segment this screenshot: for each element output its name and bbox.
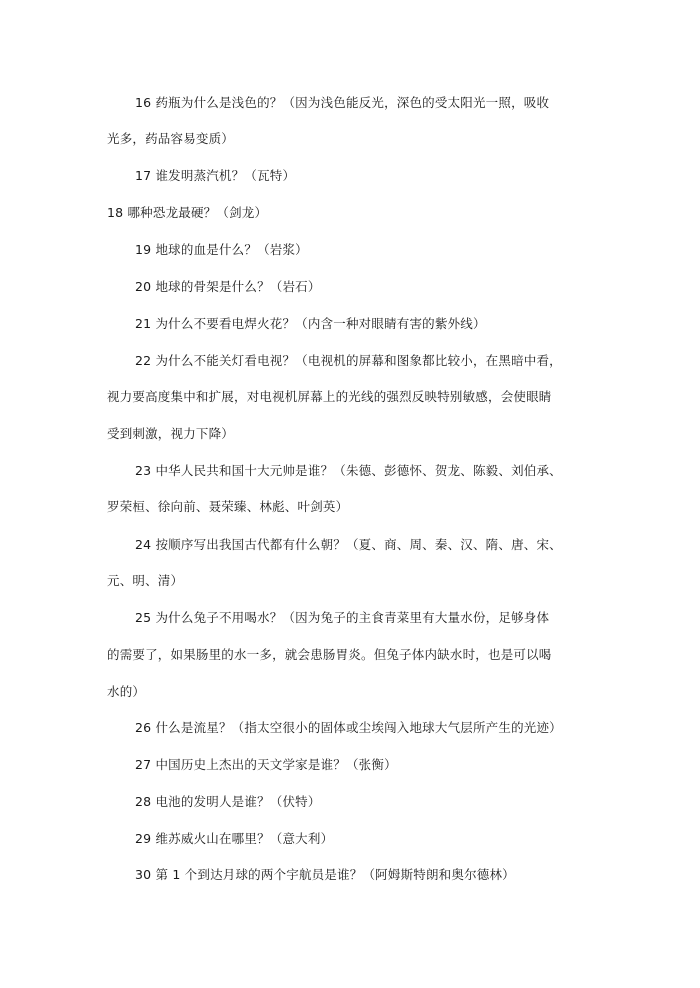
question-25-line-2: 的需要了，如果肠里的水一多，就会患肠胃炎。但兔子体内缺水时，也是可以喝 [107,647,552,662]
question-25-line-3: 水的） [107,684,146,699]
question-27: 27 中国历史上杰出的天文学家是谁？（张衡） [135,757,397,772]
question-25-line-1: 25 为什么兔子不用喝水？（因为兔子的主食青菜里有大量水份，足够身体 [135,610,550,625]
question-29: 29 维苏威火山在哪里？（意大利） [135,831,334,846]
question-21: 21 为什么不要看电焊火花？（内含一种对眼睛有害的紫外线） [135,316,486,331]
question-22-line-3: 受到刺激，视力下降） [107,426,235,441]
question-22-line-2: 视力要高度集中和扩展，对电视机屏幕上的光线的强烈反映特别敏感，会使眼睛 [107,389,552,404]
question-22-line-1: 22 为什么不能关灯看电视？（电视机的屏幕和图象都比较小，在黑暗中看， [135,353,562,368]
question-24-line-1: 24 按顺序写出我国古代都有什么朝？（夏、商、周、秦、汉、隋、唐、宋、 [135,537,562,552]
question-30: 30 第 1 个到达月球的两个宇航员是谁？（阿姆斯特朗和奥尔德林） [135,867,515,882]
question-26: 26 什么是流星？（指太空很小的固体或尘埃闯入地球大气层所产生的光迹） [135,720,562,735]
question-19: 19 地球的血是什么？（岩浆） [135,242,308,257]
question-23-line-1: 23 中华人民共和国十大元帅是谁？（朱德、彭德怀、贺龙、陈毅、刘伯承、 [135,463,562,478]
question-18: 18 哪种恐龙最硬？（剑龙） [107,205,268,220]
question-24-line-2: 元、明、清） [107,573,184,588]
question-23-line-2: 罗荣桓、徐向前、聂荣臻、林彪、叶剑英） [107,499,349,514]
question-17: 17 谁发明蒸汽机？（瓦特） [135,168,296,183]
question-28: 28 电池的发明人是谁？（伏特） [135,794,321,809]
question-20: 20 地球的骨架是什么？（岩石） [135,279,321,294]
question-16-line-2: 光多，药品容易变质） [107,131,235,146]
question-16-line-1: 16 药瓶为什么是浅色的？（因为浅色能反光，深色的受太阳光一照，吸收 [135,95,550,110]
